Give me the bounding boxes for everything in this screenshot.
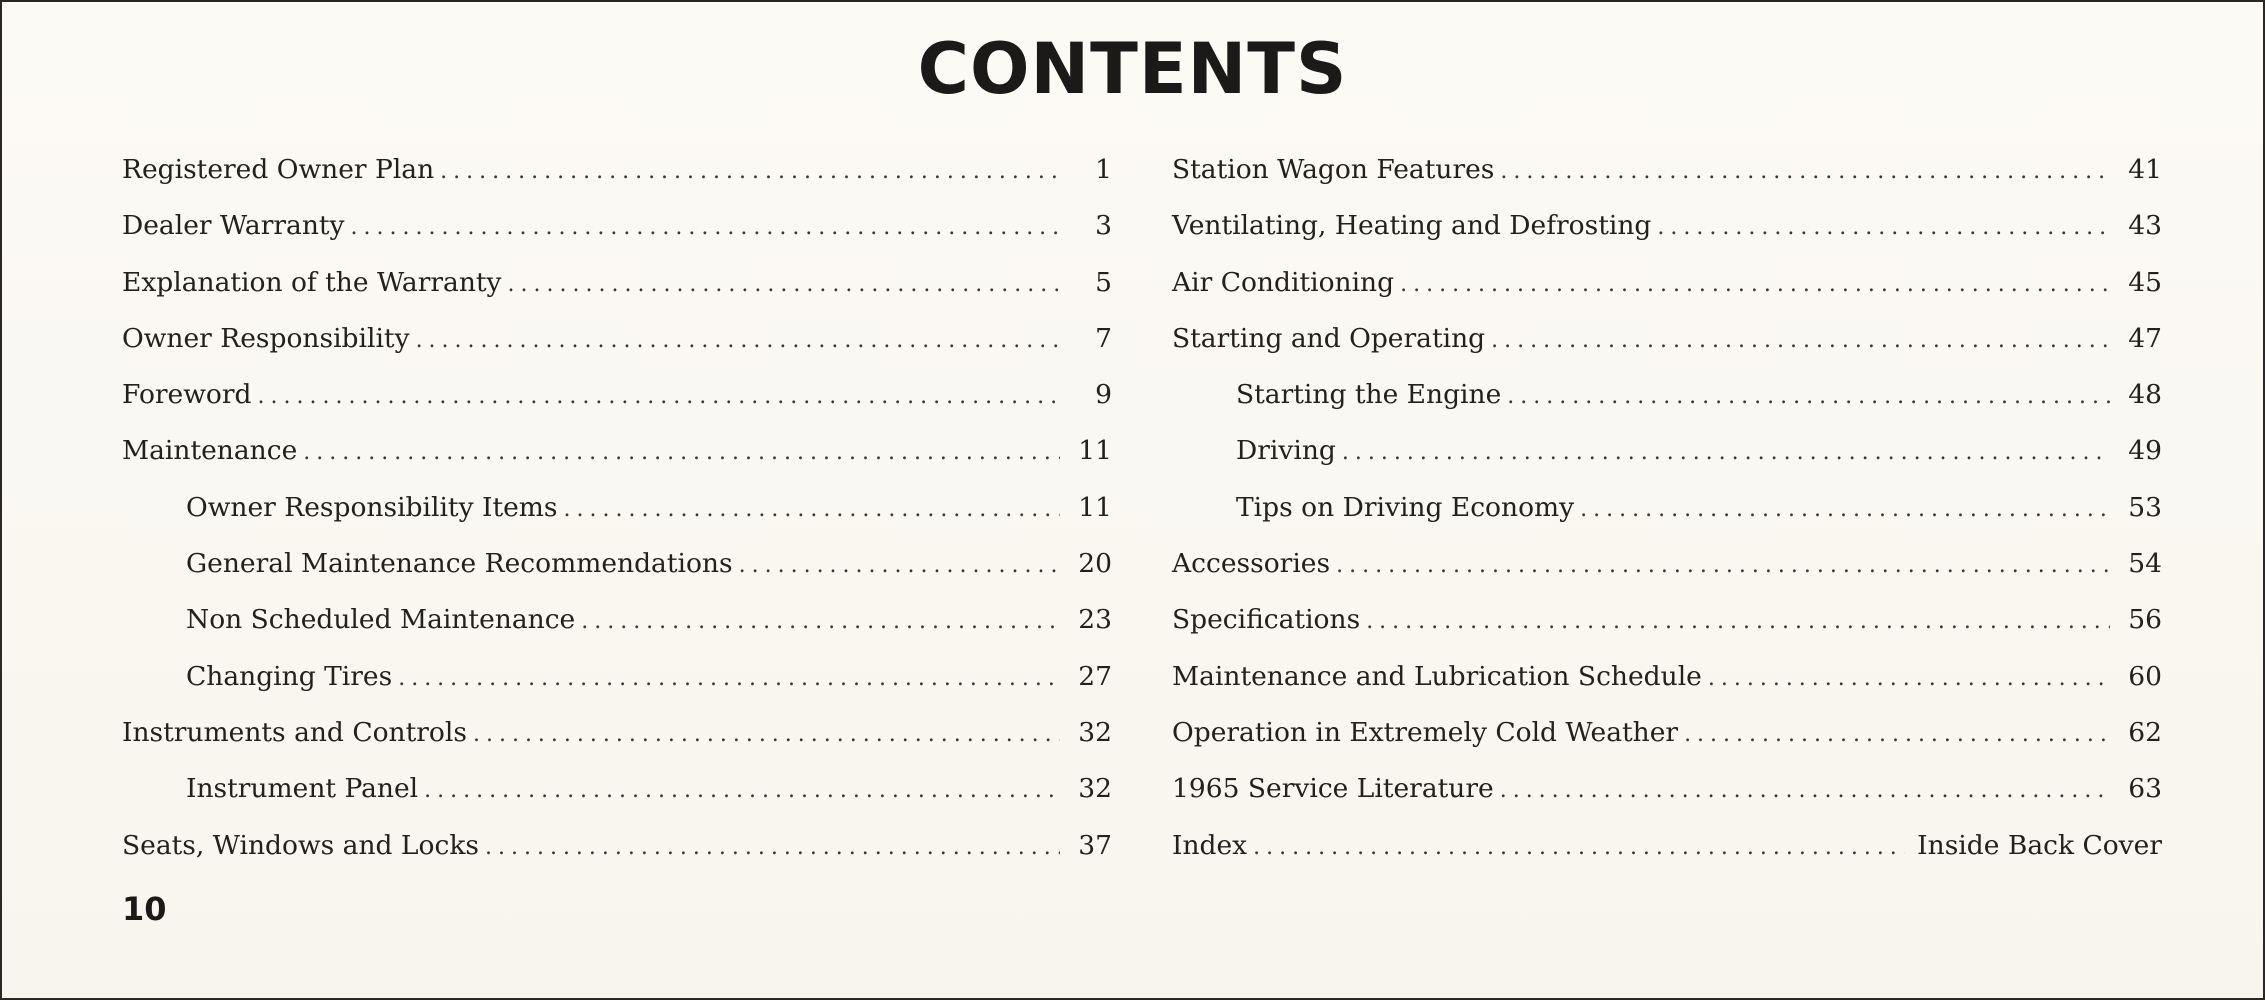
dot-leader [739, 553, 1060, 578]
toc-entry-title: Ventilating, Heating and Defrosting [1172, 210, 1652, 242]
toc-entry-page: 60 [2128, 660, 2162, 692]
toc-entry-page: 11 [1078, 491, 1112, 523]
toc-entry-title: Station Wagon Features [1172, 154, 1495, 185]
dot-leader [398, 666, 1060, 691]
toc-entry [1172, 717, 2162, 773]
dot-leader [1684, 722, 2110, 747]
toc-entry [122, 267, 1112, 323]
toc-entry-page: 41 [2128, 154, 2162, 185]
toc-entry [122, 717, 1112, 773]
page-title: CONTENTS [917, 28, 1348, 110]
dot-leader [1580, 497, 2110, 522]
toc-entry-title: Tips on Driving Economy [1236, 491, 1575, 523]
toc-entry-title: Foreword [122, 379, 252, 411]
toc-entry-page: 49 [2128, 435, 2162, 467]
toc-entry-page: 32 [1078, 773, 1112, 805]
toc-entry-page: 7 [1095, 322, 1112, 354]
dot-leader [1342, 440, 2110, 465]
toc-entry-page: 9 [1095, 379, 1112, 411]
toc-entry-page: 48 [2128, 379, 2162, 411]
toc-entry [1172, 548, 2162, 604]
toc-entry-title: Dealer Warranty [122, 210, 345, 242]
toc-entry-title: Registered Owner Plan [122, 154, 435, 185]
dot-leader [416, 328, 1060, 353]
dot-leader [473, 722, 1060, 747]
toc-right-column [1172, 154, 2162, 886]
toc-entry-page: 56 [2128, 604, 2162, 636]
toc-entry [1172, 210, 2162, 266]
dot-leader [1400, 272, 2110, 297]
toc-entry-title: 1965 Service Literature [1172, 773, 1494, 805]
dot-leader [1500, 778, 2110, 803]
toc-entry [1172, 604, 2162, 660]
dot-leader [1336, 553, 2110, 578]
dot-leader [258, 384, 1060, 409]
dot-leader [351, 215, 1060, 240]
toc-entry-title: Accessories [1172, 548, 1331, 580]
toc-entry-page: 1 [1095, 154, 1112, 185]
dot-leader [485, 835, 1060, 860]
dot-leader [440, 159, 1060, 184]
toc-entry [1172, 154, 2162, 210]
toc-entry-page: 37 [1078, 829, 1112, 861]
toc-entry-page: 62 [2128, 716, 2162, 748]
dot-leader [581, 609, 1060, 634]
toc-entry-title: Index [1172, 829, 1248, 861]
toc-entry-title: Starting the Engine [1236, 379, 1502, 411]
toc-entry [122, 379, 1112, 435]
dot-leader [1253, 835, 1905, 860]
dot-leader [564, 497, 1060, 522]
toc-entry [122, 604, 1112, 660]
toc-entry [1172, 435, 2162, 491]
toc-entry [1172, 492, 2162, 548]
toc-entry-page: 63 [2128, 773, 2162, 805]
toc-entry [1172, 661, 2162, 717]
toc-entry-title: Changing Tires [186, 660, 393, 692]
toc-entry-page: 5 [1095, 266, 1112, 298]
toc-entry-title: Maintenance and Lubrication Schedule [1172, 660, 1702, 692]
toc-entry-title: Non Scheduled Maintenance [186, 604, 576, 636]
toc-entry-title: Driving [1236, 435, 1336, 467]
toc-entry-title: Explanation of the Warranty [122, 266, 502, 298]
toc-entry [1172, 773, 2162, 829]
toc-entry-title: Owner Responsibility [122, 322, 410, 354]
toc-entry-page: 54 [2128, 548, 2162, 580]
dot-leader [1708, 666, 2110, 691]
toc-entry-title: Instrument Panel [186, 773, 419, 805]
toc-entry [1172, 323, 2162, 379]
toc-entry-page: 43 [2128, 210, 2162, 242]
dot-leader [1507, 384, 2110, 409]
toc-entry [122, 435, 1112, 491]
toc-entry-page: 11 [1078, 435, 1112, 467]
toc-entry [122, 154, 1112, 210]
toc-entry-page: 53 [2128, 491, 2162, 523]
toc-entry-title: Seats, Windows and Locks [122, 829, 479, 861]
toc-entry [122, 548, 1112, 604]
toc-entry-title: Owner Responsibility Items [186, 491, 558, 523]
toc-entry-page: 32 [1078, 716, 1112, 748]
toc-entry-page: Inside Back Cover [1917, 829, 2162, 861]
toc-entry-page: 23 [1078, 604, 1112, 636]
toc-entry [122, 830, 1112, 886]
toc-entry-page: 3 [1095, 210, 1112, 242]
dot-leader [1657, 215, 2110, 240]
page-number: 10 [122, 890, 167, 928]
toc-entry [1172, 830, 2162, 886]
toc-left-column [122, 154, 1112, 886]
toc-entry-title: Starting and Operating [1172, 322, 1486, 354]
toc-entry [1172, 267, 2162, 323]
toc-entry [122, 323, 1112, 379]
toc-entry [122, 210, 1112, 266]
toc-entry-page: 45 [2128, 266, 2162, 298]
toc-entry-title: Maintenance [122, 435, 298, 467]
toc-entry-title: Specifications [1172, 604, 1361, 636]
dot-leader [1366, 609, 2110, 634]
dot-leader [508, 272, 1060, 297]
toc-entry-title: Operation in Extremely Cold Weather [1172, 716, 1679, 748]
dot-leader [303, 440, 1060, 465]
dot-leader [1491, 328, 2110, 353]
toc-entry-page: 20 [1078, 548, 1112, 580]
toc-entry-page: 27 [1078, 660, 1112, 692]
toc-entry-page: 47 [2128, 322, 2162, 354]
toc-entry [122, 773, 1112, 829]
toc-entry [122, 492, 1112, 548]
dot-leader [1500, 159, 2110, 184]
toc-entry-title: Instruments and Controls [122, 716, 467, 748]
toc-entry-title: General Maintenance Recommendations [186, 548, 733, 580]
toc-entry-title: Air Conditioning [1172, 266, 1395, 298]
toc-entry [122, 661, 1112, 717]
dot-leader [424, 778, 1060, 803]
toc-entry [1172, 379, 2162, 435]
